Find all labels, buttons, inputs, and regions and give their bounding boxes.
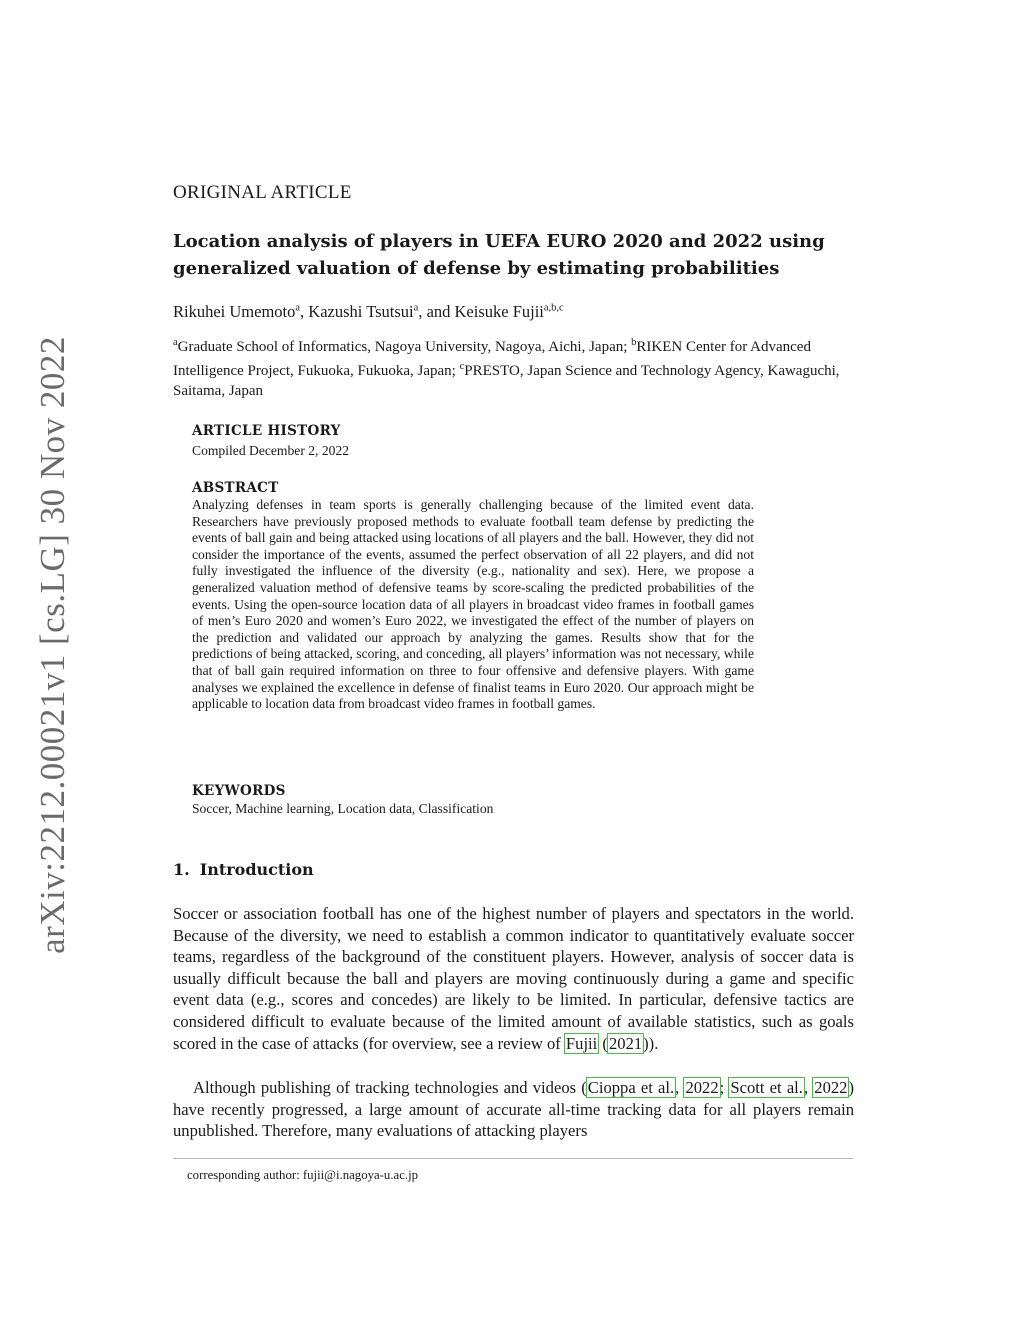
affiliation-text: RIKEN Center for Advanced Intelligence Project, Fukuoka, Fukuoka, Japan; (173, 339, 811, 379)
text-fragment: ( (598, 1033, 608, 1053)
author-affiliation-mark: a,b,c (543, 302, 564, 314)
arxiv-sidebar (30, 336, 76, 954)
paper-title (173, 228, 863, 282)
citation-link-scott-year[interactable]: 2022 (814, 1078, 848, 1097)
compiled-date: Compiled December 2, 2022 (192, 443, 350, 458)
paragraph-text: Soccer or association football has one of the highest number of players and spectators in the world. Because of the diversity, we need to establish a common indicator to quantitatively evaluate soccer teams, regardless of the background of the constituent players. However, analysis of soccer data is usually difficult because the ball and players are moving continuously during a game and specific event data (e.g., scores and concedes) are likely to be limited. In particular, defensive tactics are considered difficult to evaluate because of the limited amount of available statistics, such as goals scored in the case of attacks (for overview, see a review of (173, 904, 854, 1053)
citation-link-cioppa-year[interactable]: 2022 (685, 1078, 719, 1097)
section-number: 1. (173, 860, 190, 879)
author-name: Kazushi Tsutsui (308, 302, 414, 321)
text-fragment: , (675, 1078, 685, 1097)
affiliations (173, 333, 853, 401)
paragraph-text: Although publishing of tracking technologies and videos ( (193, 1078, 587, 1097)
text-fragment: , (803, 1078, 814, 1097)
title-line-2: generalized valuation of defense by estimating probabilities (173, 258, 780, 279)
section-title: Introduction (199, 860, 314, 879)
section-heading-introduction (173, 860, 314, 879)
author-separator: , (300, 302, 309, 321)
author-name: Keisuke Fujii (454, 302, 544, 321)
abstract-heading: ABSTRACT (192, 480, 279, 496)
affiliation-text: PRESTO, Japan Science and Technology Agency, Kawaguchi, Saitama, Japan (173, 363, 840, 399)
text-fragment: )). (643, 1033, 659, 1053)
arxiv-identifier: arXiv:2212.00021v1 [cs.LG] 30 Nov 2022 (33, 336, 72, 954)
article-history-heading: ARTICLE HISTORY (192, 423, 341, 439)
author-affiliation-mark: a (413, 302, 419, 314)
footnote-divider (173, 1158, 853, 1159)
title-line-1: Location analysis of players in UEFA EURO 2020 and 2022 using (173, 231, 825, 252)
keywords-text: Soccer, Machine learning, Location data, Classification (192, 801, 494, 816)
footnote-corresponding-author: corresponding author: fujii@i.nagoya-u.ac.jp (187, 1168, 419, 1182)
affiliation-mark: b (631, 337, 637, 348)
citation-link-scott[interactable]: Scott et al. (730, 1078, 803, 1097)
citation-link-fujii-year[interactable]: 2021 (608, 1033, 643, 1053)
author-affiliation-mark: a (295, 302, 301, 314)
abstract-text: Analyzing defenses in team sports is generally challenging because of the limited event data. Researchers have previously proposed methods to evaluate football team defense by predicting the events of ball gain and being attacked using locations of all players and the ball. However, they did not consider the importance of the events, assumed the perfect observation of all 22 players, and did not fully investigated the influence of the diversity (e.g., nationality and sex). Here, we propose a generalized valuation method of defensive teams by score-scaling the predicted probabilities of the events. Using the open-source location data of all players in broadcast video frames in football games of men’s Euro 2020 and women’s Euro 2022, we investigated the effect of the number of players on the prediction and validated our approach by analyzing the games. Results show that for the predictions of being attacked, scoring, and conceding, all players’ information was not necessary, while that of ball gain required information on three to four offensive and defensive players. With game analyses we explained the excellence in defense of finalist teams in Euro 2020. Our approach might be applicable to location data from broadcast video frames in football games. (192, 497, 754, 712)
keywords-heading: KEYWORDS (192, 783, 286, 799)
text-fragment: ; (719, 1078, 730, 1097)
intro-paragraph-1 (173, 903, 854, 1054)
author-list (173, 302, 564, 322)
citation-link-fujii[interactable]: Fujii (565, 1033, 598, 1053)
author-separator: , and (418, 302, 455, 321)
intro-paragraph-2 (173, 1077, 854, 1142)
citation-link-cioppa[interactable]: Cioppa et al. (587, 1078, 675, 1097)
article-type-label: ORIGINAL ARTICLE (173, 182, 352, 203)
affiliation-mark: c (459, 361, 465, 372)
paragraph-text: ) have recently progressed, a large amount of accurate all-time tracking data for all players remain unpublished. Therefore, many evaluations of attacking players (173, 1078, 854, 1141)
author-name: Rikuhei Umemoto (173, 302, 296, 321)
affiliation-mark: a (173, 337, 178, 348)
affiliation-text: Graduate School of Informatics, Nagoya University, Nagoya, Aichi, Japan; (177, 339, 632, 355)
